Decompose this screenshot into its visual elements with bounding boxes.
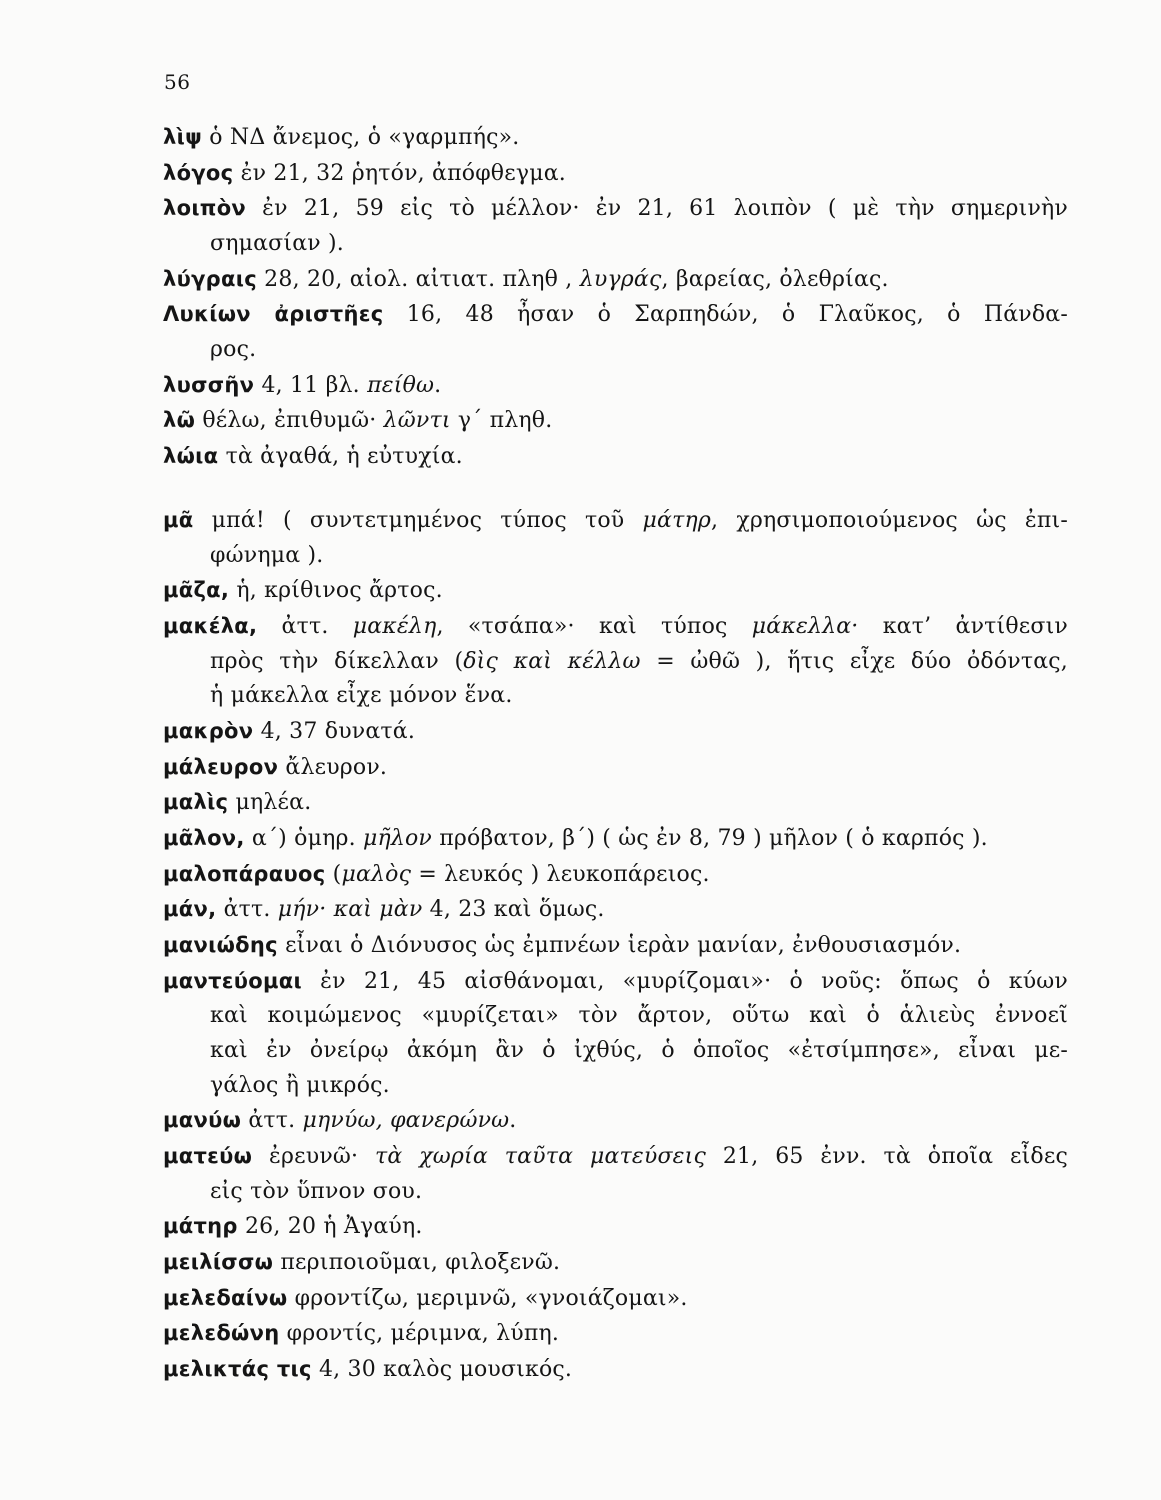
entry-text: α΄) ὁμηρ. — [251, 825, 363, 851]
entry-text: 16, 48 ἦσαν ὁ Σαρπηδών, ὁ Γλαῦκος, ὁ Πάνδα- — [406, 302, 1068, 328]
entry-line — [163, 609, 1068, 645]
entry-text: φώνημα ). — [210, 542, 324, 568]
entry-line — [163, 785, 1068, 821]
entry-line — [163, 1245, 1068, 1281]
entry-text: ὁ ΝΔ ἄνεμος, ὁ «γαρμπής». — [209, 125, 520, 150]
entry-line — [163, 1281, 1068, 1317]
entry-line — [163, 539, 1068, 574]
glossary-entry — [163, 928, 1068, 964]
entry-headword: μᾶλον, — [163, 824, 245, 850]
entry-headword: μανύω — [163, 1107, 242, 1133]
entry-line — [163, 821, 1068, 857]
entry-line — [163, 503, 1068, 539]
entry-line — [163, 1175, 1068, 1210]
glossary-entry — [163, 1352, 1068, 1388]
entry-line — [163, 1352, 1068, 1388]
entry-line — [163, 679, 1068, 714]
entry-headword: λὶψ — [163, 124, 203, 149]
glossary-entry — [163, 964, 1068, 1104]
entry-line — [163, 857, 1068, 893]
entry-headword: μελεδαίνω — [163, 1284, 288, 1310]
entry-headword: μανιώδης — [163, 931, 278, 957]
glossary-entry — [163, 297, 1068, 367]
glossary-entry — [163, 368, 1068, 404]
entry-text: 4, 30 καλὸς μουσικός. — [318, 1356, 573, 1382]
entry-line — [163, 120, 1068, 156]
glossary-entry — [163, 120, 1068, 156]
entry-text: φροντίζω, μεριμνῶ, «γνοιάζομαι». — [294, 1285, 688, 1311]
glossary-section — [163, 120, 1068, 475]
entry-headword: λοιπὸν — [163, 195, 247, 221]
entry-line — [163, 573, 1068, 609]
entry-line — [163, 333, 1068, 368]
glossary-entry — [163, 1245, 1068, 1281]
entry-text-italic: τὰ χωρία ταῦτα ματεύσεις — [375, 1143, 707, 1169]
glossary-entry — [163, 439, 1068, 475]
entry-headword: λύγραις — [163, 265, 257, 291]
glossary-entry — [163, 714, 1068, 750]
glossary-entry — [163, 191, 1068, 261]
entry-headword: μειλίσσω — [163, 1248, 274, 1274]
entry-text: περιποιοῦμαι, φιλοξενῶ. — [280, 1249, 561, 1275]
entry-text-italic: μάκελλα· — [751, 614, 859, 640]
entry-text: πρόβατον, β΄) ( ὡς ἐν 8, 79 ) μῆλον ( ὁ καρπός ). — [432, 825, 988, 851]
entry-text: πρὸς τὴν δίκελλαν ( — [210, 648, 464, 674]
glossary-entry — [163, 403, 1068, 439]
entry-text: ἐν 21, 45 αἰσθάνομαι, «μυρίζομαι»· ὁ νοῦς: ὅπως ὁ κύων — [320, 968, 1068, 994]
entry-text-italic: μήν· καὶ μὰν — [277, 897, 423, 923]
entry-text: ( — [332, 861, 342, 887]
entry-headword: μαντεύομαι — [163, 967, 302, 993]
entry-line — [163, 1069, 1068, 1104]
entry-line — [163, 750, 1068, 786]
glossary-entry — [163, 892, 1068, 928]
glossary-entry — [163, 857, 1068, 893]
entry-line — [163, 964, 1068, 1000]
entry-text: 4, 23 καὶ ὅμως. — [422, 897, 605, 923]
entry-text: ἐν 21, 32 ῥητόν, ἀπόφθεγμα. — [240, 160, 566, 186]
entry-text: ἐρευνῶ· — [269, 1143, 376, 1169]
entry-headword: μᾶζα, — [163, 577, 230, 603]
entry-headword: λῶ — [163, 407, 196, 433]
entry-line — [163, 1103, 1068, 1139]
entry-text: . — [509, 1108, 517, 1134]
glossary-entry — [163, 156, 1068, 192]
entry-text: γάλος ἢ μικρός. — [210, 1072, 390, 1098]
entry-text: = λευκός ) λευκοπάρειος. — [411, 861, 710, 887]
entry-headword: μαλὶς — [163, 789, 229, 815]
entry-line — [163, 1034, 1068, 1069]
entry-line — [163, 1316, 1068, 1352]
entry-line — [163, 892, 1068, 928]
entry-headword: μακρὸν — [163, 718, 254, 743]
entry-text: κατ’ ἀντίθεσιν — [858, 614, 1068, 640]
entry-line — [163, 999, 1068, 1034]
glossary-entry — [163, 609, 1068, 714]
entry-text-italic: μῆλον — [362, 825, 433, 851]
entry-text: ἡ, κρίθινος ἄρτος. — [236, 578, 443, 604]
entry-text: = ὠθῶ ), ἥτις εἶχε δύο ὀδόντας, — [640, 648, 1068, 674]
entry-text: 28, 20, αἰολ. αἰτιατ. πληθ , — [264, 266, 580, 292]
entry-line — [163, 368, 1068, 404]
entry-text: σημασίαν ). — [210, 230, 344, 256]
entry-text-italic: πείθω — [367, 372, 435, 398]
glossary-entry — [163, 821, 1068, 857]
entry-text: 21, 65 ἐνν. τὰ ὁποῖα εἶδες — [706, 1143, 1068, 1169]
glossary-entry — [163, 1316, 1068, 1352]
glossary-entry — [163, 785, 1068, 821]
entry-headword: ματεύω — [163, 1142, 253, 1168]
page-number: 56 — [164, 70, 191, 94]
entry-text: τὰ ἀγαθά, ἡ εὐτυχία. — [225, 443, 463, 469]
glossary-entry — [163, 1281, 1068, 1317]
entry-line — [163, 714, 1068, 750]
entry-headword: μᾶ — [163, 507, 194, 533]
entry-text: μηλέα. — [235, 790, 312, 816]
glossary-entry — [163, 1139, 1068, 1209]
entry-line — [163, 227, 1068, 262]
entry-headword: λόγος — [163, 159, 234, 185]
entry-text-italic: μαλὸς — [341, 861, 412, 887]
entry-headword: μακέλα, — [163, 613, 258, 639]
entry-text: . — [434, 372, 442, 398]
entry-line — [163, 928, 1068, 964]
entry-headword: μάλευρον — [163, 753, 279, 779]
entry-text: ἀττ. — [281, 614, 353, 640]
entry-text: 4, 11 βλ. — [261, 372, 368, 398]
entry-text: καὶ κοιμώμενος «μυρίζεται» τὸν ἄρτον, οὕτω καὶ ὁ ἁλιεὺς ἐννοεῖ — [210, 1003, 1068, 1029]
entry-text: μπά! ( συντετμημένος τύπος τοῦ — [211, 508, 643, 534]
entry-text: ἐν 21, 59 εἰς τὸ μέλλον· ἐν 21, 61 λοιπὸν ( μὲ τὴν σημερινὴν — [262, 196, 1069, 222]
entry-text-italic: λυγράς — [579, 266, 662, 292]
entry-line — [163, 156, 1068, 192]
entry-headword: μάτηρ — [163, 1213, 238, 1239]
entry-text-italic: μακέλη — [352, 614, 437, 640]
glossary — [163, 120, 1068, 1387]
entry-text: εἰς τὸν ὕπνον σου. — [210, 1178, 423, 1204]
entry-text: καὶ ἐν ὀνείρῳ ἀκόμη ἂν ὁ ἰχθύς, ὁ ὁποῖος «ἐτσίμπησε», εἶναι με- — [210, 1037, 1068, 1063]
entry-text: θέλω, ἐπιθυμῶ· — [202, 408, 384, 434]
entry-line — [163, 262, 1068, 298]
entry-text: εἶναι ὁ Διόνυσος ὡς ἐμπνέων ἱερὰν μανίαν, ἐνθουσιασμόν. — [285, 932, 962, 958]
entry-text: γ΄ πληθ. — [450, 408, 553, 434]
entry-headword: μελεδώνη — [163, 1320, 280, 1346]
entry-headword: μαλοπάραυος — [163, 860, 326, 886]
glossary-section — [163, 503, 1068, 1387]
entry-line — [163, 297, 1068, 333]
entry-text: ρος. — [210, 336, 257, 362]
entry-line — [163, 191, 1068, 227]
entry-line — [163, 403, 1068, 439]
entry-headword: μελικτάς τις — [163, 1355, 312, 1381]
entry-text: , χρησιμοποιούμενος ὡς ἐπι- — [710, 508, 1068, 534]
entry-text: 26, 20 ἡ Ἀγαύη. — [244, 1214, 423, 1240]
entry-line — [163, 645, 1068, 680]
entry-text: ἄλευρον. — [285, 754, 388, 780]
glossary-entry — [163, 262, 1068, 298]
glossary-entry — [163, 1103, 1068, 1139]
entry-headword: Λυκίων ἀριστῆες — [163, 301, 384, 327]
entry-text: φροντίς, μέριμνα, λύπη. — [286, 1321, 560, 1347]
entry-line — [163, 1209, 1068, 1245]
entry-text: , «τσάπα»· καὶ τύπος — [436, 614, 752, 640]
entry-headword: μάν, — [163, 896, 217, 922]
entry-line — [163, 1139, 1068, 1175]
glossary-entry — [163, 503, 1068, 573]
entry-text: ἀττ. — [248, 1108, 303, 1134]
entry-text: 4, 37 δυνατά. — [260, 719, 416, 744]
entry-text-italic: δὶς καὶ κέλλω — [463, 648, 641, 674]
entry-text: ἡ μάκελλα εἶχε μόνον ἕνα. — [210, 683, 513, 709]
glossary-entry — [163, 750, 1068, 786]
entry-text-italic: μάτηρ — [642, 508, 711, 534]
entry-line — [163, 439, 1068, 475]
entry-text: ἀττ. — [223, 897, 278, 923]
entry-headword: λυσσῆν — [163, 371, 255, 397]
glossary-entry — [163, 573, 1068, 609]
entry-text: , βαρείας, ὀλεθρίας. — [661, 266, 889, 292]
entry-text-italic: λῶντι — [383, 408, 451, 434]
entry-headword: λώια — [163, 442, 219, 468]
entry-text-italic: μηνύω, φανερώνω — [302, 1108, 510, 1134]
glossary-entry — [163, 1209, 1068, 1245]
